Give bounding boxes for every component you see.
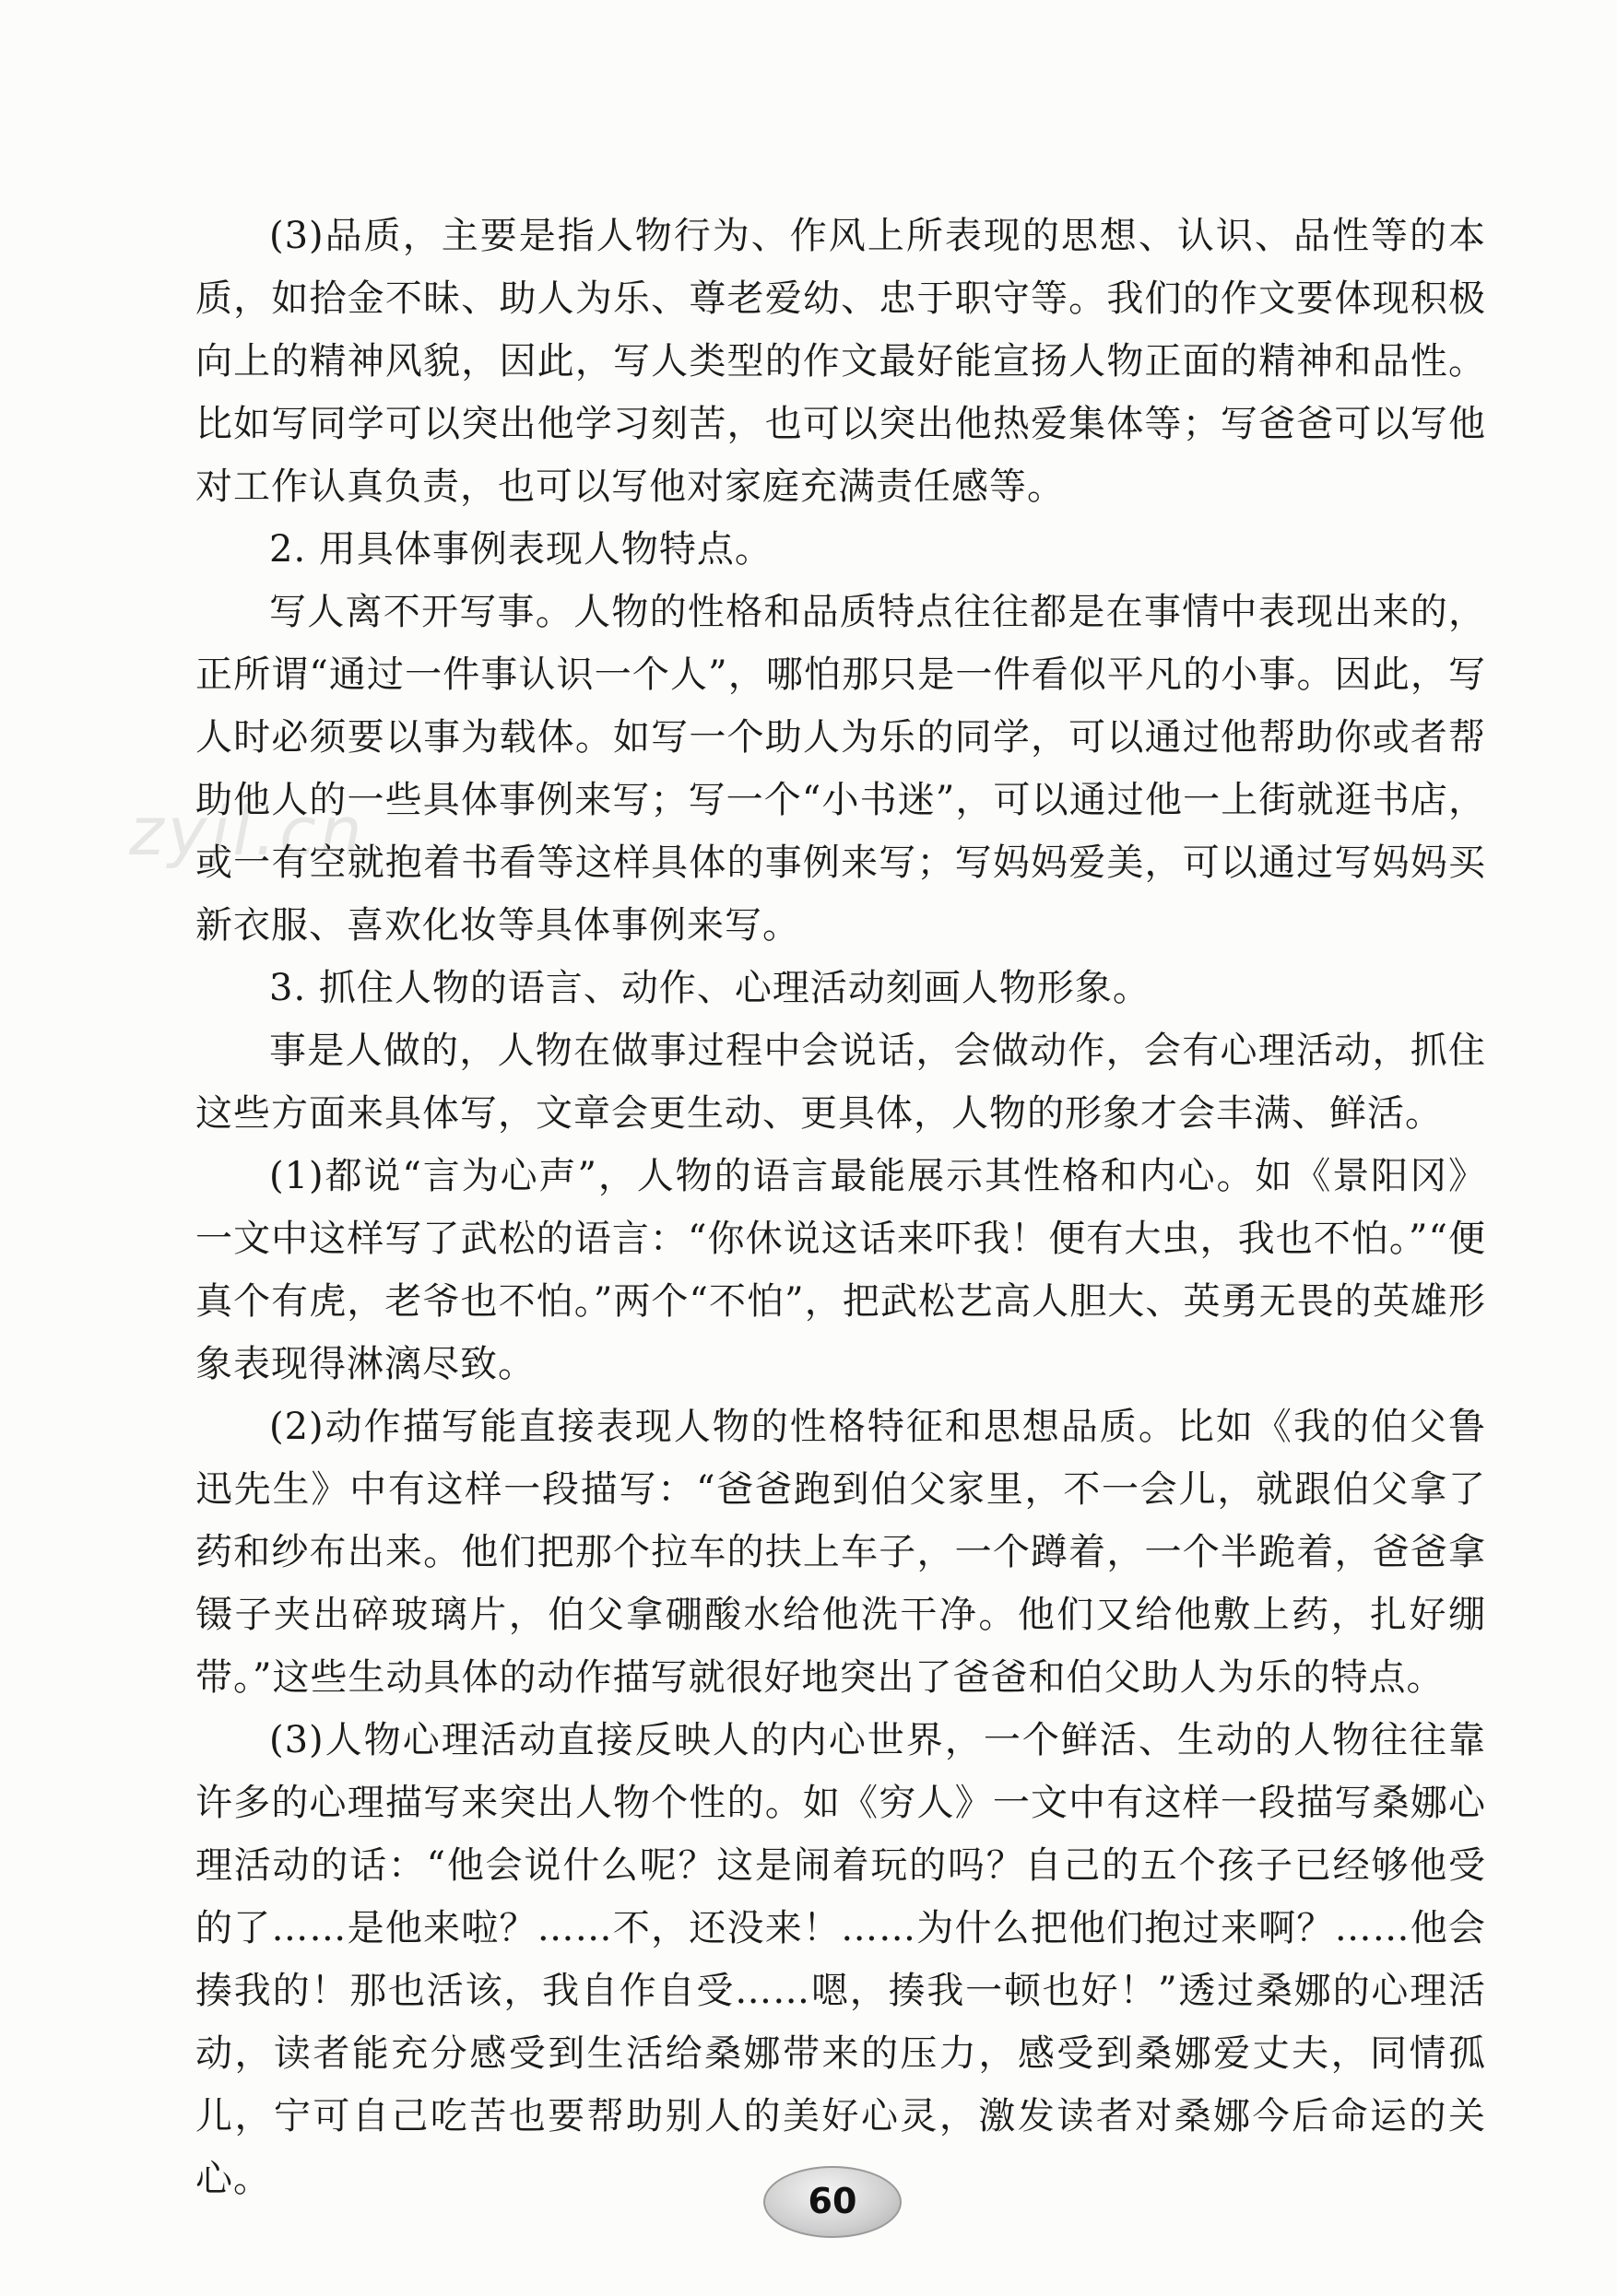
paragraph-action: (2)动作描写能直接表现人物的性格特征和思想品质。比如《我的伯父鲁迅先生》中有这样一段描写：“爸爸跑到伯父家里，不一会儿，就跟伯父拿了药和纱布出来。他们把那个拉车的扶上车子，一个蹲着，一个半跪着，爸爸拿镊子夹出碎玻璃片，伯父拿硼酸水给他洗干净。他们又给他敷上药，扎好绷带。”这些生动具体的动作描写就很好地突出了爸爸和伯父助人为乐的特点。 (195, 1406, 1486, 1699)
paragraph-language: (1)都说“言为心声”，人物的语言最能展示其性格和内心。如《景阳冈》一文中这样写了武松的语言：“你休说这话来吓我！便有大虫，我也不怕。”“便真个有虎，老爷也不怕。”两个“不怕”，把武松艺高人胆大、英勇无畏的英雄形象表现得淋漓尽致。 (195, 1155, 1486, 1385)
paragraph-quality: (3)品质，主要是指人物行为、作风上所表现的思想、认识、品性等的本质，如拾金不昧、助人为乐、尊老爱幼、忠于职守等。我们的作文要体现积极向上的精神风貌，因此，写人类型的作文最好能宣扬人物正面的精神和品性。比如写同学可以突出他学习刻苦，也可以突出他热爱集体等；写爸爸可以写他对工作认真负责，也可以写他对家庭充满责任感等。 (195, 215, 1486, 508)
paragraph-psychology: (3)人物心理活动直接反映人的内心世界，一个鲜活、生动的人物往往靠许多的心理描写来突出人物个性的。如《穷人》一文中有这样一段描写桑娜心理活动的话：“他会说什么呢？这是闹着玩的吗？自己的五个孩子已经够他受的了……是他来啦？……不，还没来！……为什么把他们抱过来啊？……他会揍我的！那也活该，我自作自受……嗯，揍我一顿也好！”透过桑娜的心理活动，读者能充分感受到生活给桑娜带来的压力，感受到桑娜爱丈夫，同情孤儿，宁可自己吃苦也要帮助别人的美好心灵，激发读者对桑娜今后命运的关心。 (195, 1719, 1486, 2200)
section-heading-2: 2. 用具体事例表现人物特点。 (269, 528, 773, 571)
paragraph-examples: 写人离不开写事。人物的性格和品质特点往往都是在事情中表现出来的，正所谓“通过一件事认识一个人”，哪怕那只是一件看似平凡的小事。因此，写人时必须要以事为载体。如写一个助人为乐的同学，可以通过他帮助你或者帮助他人的一些具体事例来写；写一个“小书迷”，可以通过他一上街就逛书店，或一有空就抱着书看等这样具体的事例来写；写妈妈爱美，可以通过写妈妈买新衣服、喜欢化妆等具体事例来写。 (195, 591, 1486, 947)
watermark: zyjl.cn (129, 793, 366, 870)
page-number-badge (763, 2166, 902, 2238)
paragraph-intro-3: 事是人做的，人物在做事过程中会说话，会做动作，会有心理活动，抓住这些方面来具体写，文章会更生动、更具体，人物的形象才会丰满、鲜活。 (195, 1030, 1486, 1135)
section-heading-3: 3. 抓住人物的语言、动作、心理活动刻画人物形象。 (269, 967, 1151, 1009)
page-number: 60 (808, 2181, 857, 2221)
page-body (195, 205, 1486, 2210)
